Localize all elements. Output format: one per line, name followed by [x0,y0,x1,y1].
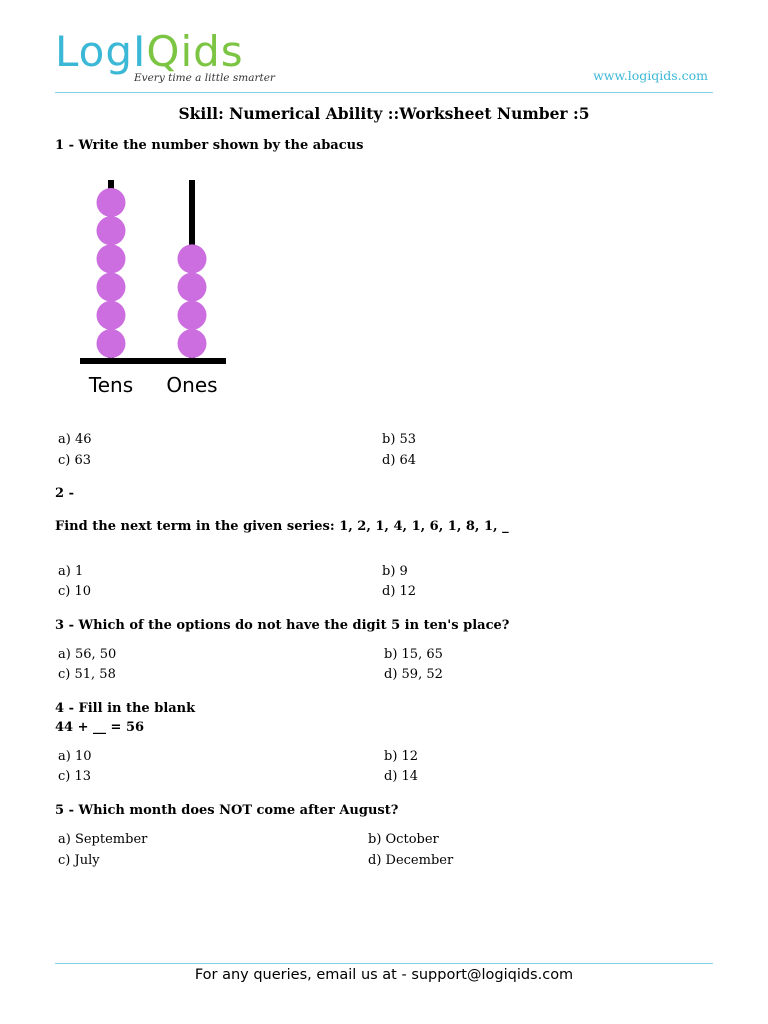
q4-option-c[interactable]: c) 13 [58,769,92,784]
q5-option-a[interactable]: a) September [58,832,148,847]
question-2-series: Find the next term in the given series: 1, 2, 1, 4, 1, 6, 1, 8, 1, _ [55,519,509,534]
tens-bead [97,188,126,217]
tens-label: Tens [88,373,134,397]
q4-option-d[interactable]: d) 14 [384,769,419,784]
ones-beads [178,244,207,358]
q3-option-b[interactable]: b) 15, 65 [384,647,443,662]
ones-bead [178,301,207,330]
question-4-prompt: 4 - Fill in the blank [55,701,196,716]
q1-option-b[interactable]: b) 53 [382,432,417,447]
q4-option-b[interactable]: b) 12 [384,749,419,764]
website-link[interactable]: www.logiqids.com [593,68,708,83]
q1-option-d[interactable]: d) 64 [382,453,417,468]
footer-contact: For any queries, email us at - support@logiqids.com [194,967,574,983]
worksheet-title: Skill: Numerical Ability ::Worksheet Number :5 [178,104,590,123]
q2-option-b[interactable]: b) 9 [382,564,408,579]
logo-text-b: ids [180,27,244,76]
q2-option-a[interactable]: a) 1 [58,564,84,579]
q5-option-b[interactable]: b) October [368,832,439,847]
ones-bead [178,244,207,273]
logiqids-logo [55,28,244,76]
abacus-base [80,358,226,364]
q5-option-d[interactable]: d) December [368,853,454,868]
question-3-prompt: 3 - Which of the options do not have the digit 5 in ten's place? [55,618,510,633]
logo-text-q: Q [146,27,181,76]
question-4-equation: 44 + __ = 56 [55,720,145,735]
question-2-prompt: 2 - [55,486,74,501]
q2-option-c[interactable]: c) 10 [58,584,92,599]
logo-tagline: Every time a little smarter [134,72,275,84]
q4-option-a[interactable]: a) 10 [58,749,92,764]
tens-bead [97,216,126,245]
question-5-prompt: 5 - Which month does NOT come after August? [55,803,399,818]
ones-label: Ones [166,373,218,397]
q1-option-c[interactable]: c) 63 [58,453,92,468]
tens-bead [97,301,126,330]
tens-bead [97,273,126,302]
logo-text-a: LogI [55,27,147,76]
q2-option-d[interactable]: d) 12 [382,584,417,599]
q1-option-a[interactable]: a) 46 [58,432,92,447]
tens-bead [97,244,126,273]
q3-option-a[interactable]: a) 56, 50 [58,647,117,662]
tens-bead [97,329,126,358]
abacus-image [70,172,240,407]
q5-option-c[interactable]: c) July [58,853,100,868]
footer-divider [55,963,713,964]
header-divider [55,92,713,93]
tens-beads [97,188,126,358]
ones-bead [178,329,207,358]
q3-option-d[interactable]: d) 59, 52 [384,667,443,682]
ones-bead [178,273,207,302]
q3-option-c[interactable]: c) 51, 58 [58,667,116,682]
question-1-prompt: 1 - Write the number shown by the abacus [55,138,364,153]
